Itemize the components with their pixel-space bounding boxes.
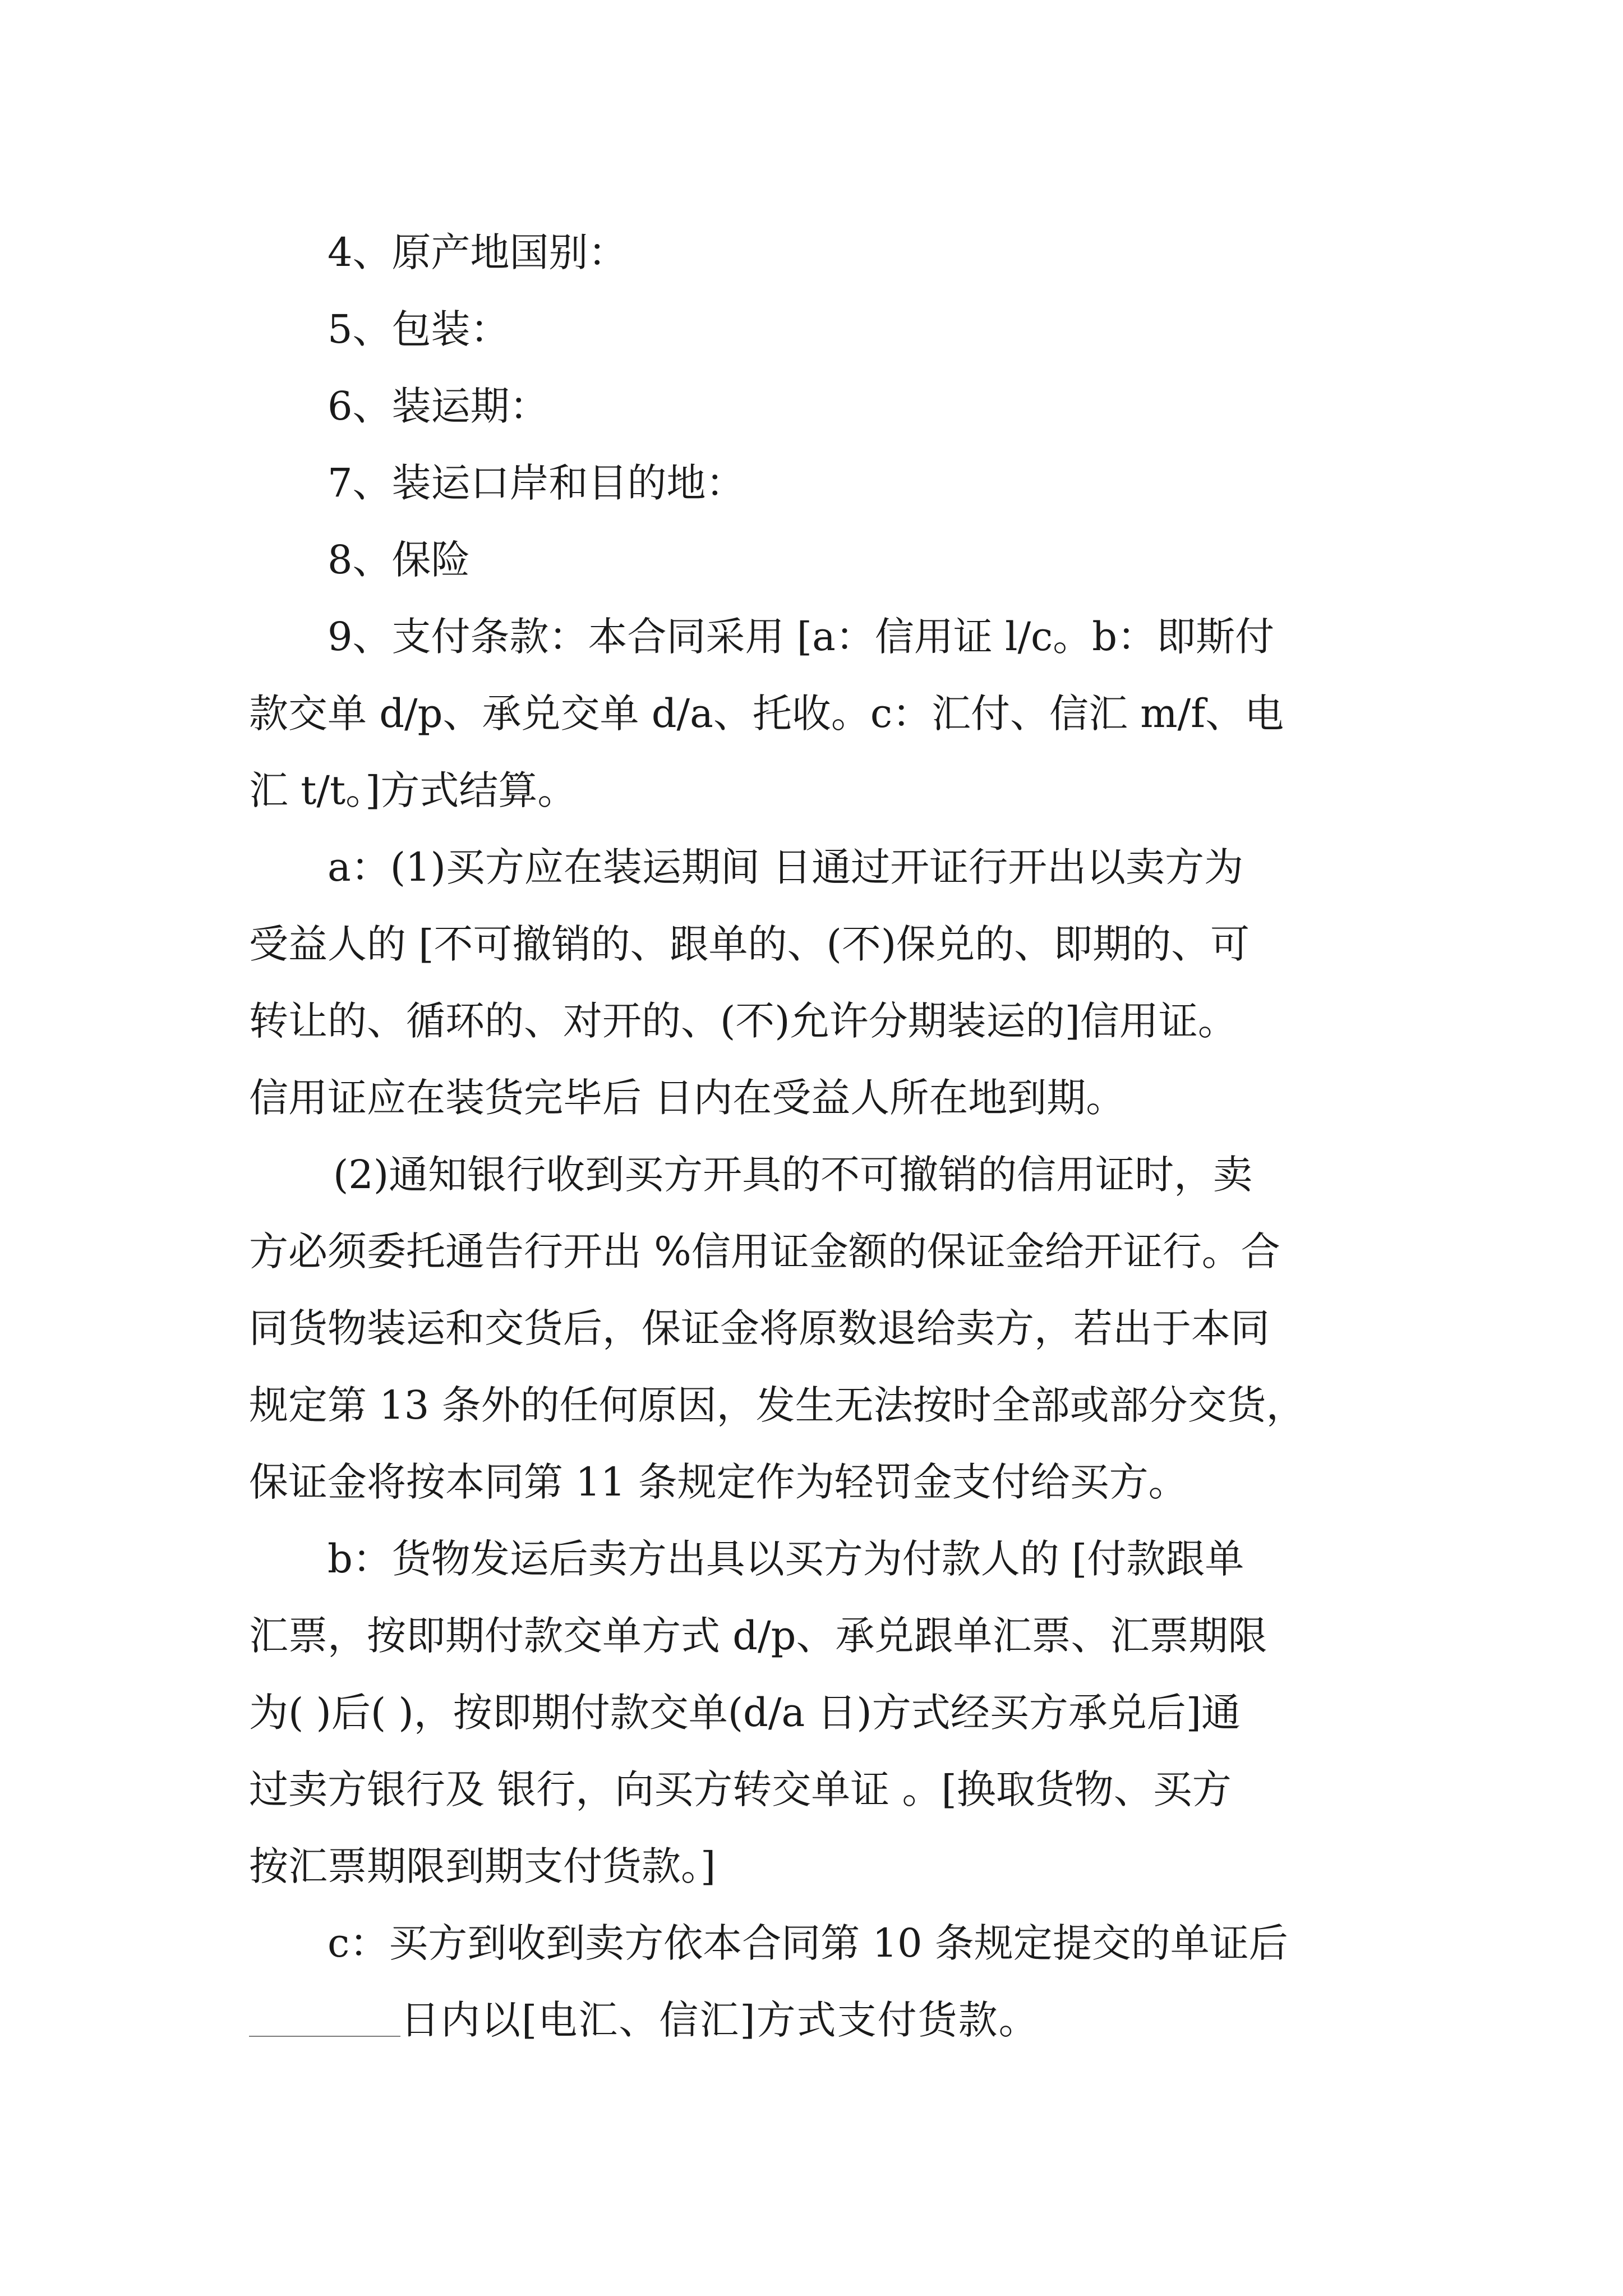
text-line <box>249 1982 1387 2059</box>
fill-in-blank <box>249 2002 400 2037</box>
paragraph-remittance <box>249 1905 1387 2059</box>
text-line: 保证金将按本同第 11 条规定作为轻罚金支付给买方。 <box>249 1459 1188 1505</box>
text-line: 过卖方银行及 银行，向买方转交单证 。[换取货物、买方 <box>249 1766 1232 1812</box>
document-body <box>249 214 1387 2059</box>
text-line: 受益人的 [不可撤销的、跟单的、(不)保兑的、即期的、可 <box>249 921 1250 967</box>
item-packing: 5、包装： <box>328 306 510 352</box>
text-line: 款交单 d/p、承兑交单 d/a、托收。c：汇付、信汇 m/f、电 <box>249 691 1284 737</box>
item-insurance: 8、保险 <box>328 537 471 583</box>
paragraph-payment-terms <box>249 599 1387 829</box>
paragraph-collection <box>249 1521 1387 1905</box>
text-line: 信用证应在装货完毕后 日内在受益人所在地到期。 <box>249 1075 1126 1121</box>
text-line: 汇票，按即期付款交单方式 d/p、承兑跟单汇票、汇票期限 <box>249 1613 1267 1659</box>
text-line: 转让的、循环的、对开的、(不)允许分期装运的]信用证。 <box>249 998 1237 1044</box>
item-port-destination: 7、装运口岸和目的地： <box>328 460 745 506</box>
text-line-tail: 日内以[电汇、信汇]方式支付货款。 <box>400 1997 1039 2043</box>
text-line: 汇 t/t。]方式结算。 <box>249 767 577 813</box>
text-line: 规定第 13 条外的任何原因，发生无法按时全部或部分交货， <box>249 1382 1306 1428</box>
text-line: 为( )后( )，按即期付款交单(d/a 日)方式经买方承兑后]通 <box>249 1690 1241 1736</box>
text-line: 方必须委托通告行开出 %信用证金额的保证金给开证行。合 <box>249 1228 1280 1274</box>
text-line: 同货物装运和交货后，保证金将原数退给卖方，若出于本同 <box>249 1305 1270 1351</box>
paragraph-guarantee-deposit <box>249 1137 1387 1521</box>
text-line: 按汇票期限到期支付货款。] <box>249 1843 716 1889</box>
paragraph-letter-of-credit <box>249 829 1387 1137</box>
text-line: c：买方到收到卖方依本合同第 10 条规定提交的单证后 <box>328 1920 1288 1966</box>
text-line: b：货物发运后卖方出具以买方为付款人的 [付款跟单 <box>328 1536 1244 1582</box>
text-line: (2)通知银行收到买方开具的不可撤销的信用证时，卖 <box>333 1152 1253 1198</box>
text-line: a：(1)买方应在装运期间 日通过开证行开出以卖方为 <box>328 844 1244 890</box>
item-shipment-period: 6、装运期： <box>328 383 549 429</box>
text-line: 9、支付条款：本合同采用 [a：信用证 l/c。b：即斯付 <box>328 614 1275 660</box>
item-origin: 4、原产地国别： <box>328 229 628 275</box>
